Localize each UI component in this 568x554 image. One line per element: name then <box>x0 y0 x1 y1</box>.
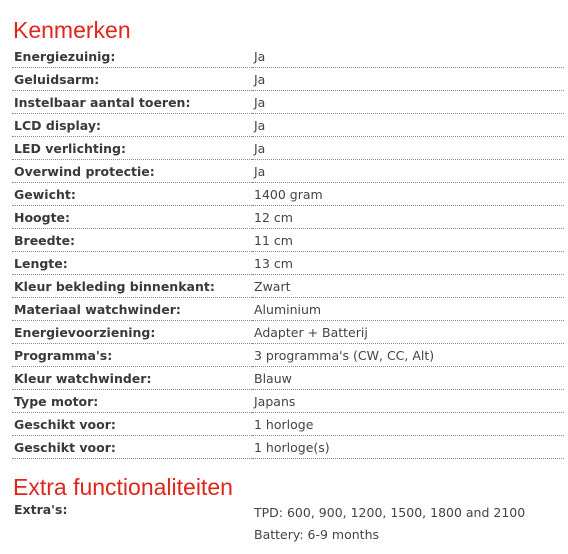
spec-row <box>12 298 564 321</box>
specs-table-body <box>12 45 564 459</box>
spec-label: Kleur watchwinder: <box>12 367 252 390</box>
spec-value: 13 cm <box>252 252 564 275</box>
spec-label: Geluidsarm: <box>12 68 252 91</box>
spec-row <box>12 390 564 413</box>
specs-table <box>12 45 564 459</box>
spec-label: Geschikt voor: <box>12 413 252 436</box>
spec-label: Gewicht: <box>12 183 252 206</box>
spec-label: Overwind protectie: <box>12 160 252 183</box>
extras-label: Extra's: <box>14 502 68 517</box>
spec-value: Blauw <box>252 367 564 390</box>
spec-label: Programma's: <box>12 344 252 367</box>
spec-row <box>12 183 564 206</box>
spec-value: Ja <box>252 160 564 183</box>
spec-row <box>12 91 564 114</box>
spec-label: Lengte: <box>12 252 252 275</box>
spec-value: 1 horloge <box>252 413 564 436</box>
spec-label: Hoogte: <box>12 206 252 229</box>
section-title-extra: Extra functionaliteiten <box>13 474 233 500</box>
spec-value: Adapter + Batterij <box>252 321 564 344</box>
spec-value: Ja <box>252 114 564 137</box>
section-title-kenmerken: Kenmerken <box>13 17 131 43</box>
spec-row <box>12 45 564 68</box>
spec-value: Zwart <box>252 275 564 298</box>
spec-label: Materiaal watchwinder: <box>12 298 252 321</box>
spec-row <box>12 275 564 298</box>
spec-value: 1400 gram <box>252 183 564 206</box>
spec-row <box>12 436 564 459</box>
extras-values <box>254 502 525 546</box>
spec-row <box>12 160 564 183</box>
spec-value: Ja <box>252 68 564 91</box>
spec-row <box>12 229 564 252</box>
spec-value: Japans <box>252 390 564 413</box>
spec-label: Geschikt voor: <box>12 436 252 459</box>
spec-row <box>12 114 564 137</box>
spec-value: Ja <box>252 45 564 68</box>
spec-value: 12 cm <box>252 206 564 229</box>
spec-label: Instelbaar aantal toeren: <box>12 91 252 114</box>
spec-label: LCD display: <box>12 114 252 137</box>
spec-value: Ja <box>252 91 564 114</box>
spec-row <box>12 252 564 275</box>
spec-label: Kleur bekleding binnenkant: <box>12 275 252 298</box>
extras-line: Battery: 6-9 months <box>254 527 380 542</box>
spec-row <box>12 137 564 160</box>
spec-label: Breedte: <box>12 229 252 252</box>
spec-row <box>12 367 564 390</box>
spec-row <box>12 413 564 436</box>
spec-value: 3 programma's (CW, CC, Alt) <box>252 344 564 367</box>
spec-row <box>12 206 564 229</box>
spec-value: Ja <box>252 137 564 160</box>
spec-label: Energiezuinig: <box>12 45 252 68</box>
spec-label: Energievoorziening: <box>12 321 252 344</box>
spec-row <box>12 68 564 91</box>
spec-label: Type motor: <box>12 390 252 413</box>
extras-line: TPD: 600, 900, 1200, 1500, 1800 and 2100 <box>254 505 526 520</box>
spec-value: Aluminium <box>252 298 564 321</box>
spec-row <box>12 344 564 367</box>
spec-value: 1 horloge(s) <box>252 436 564 459</box>
spec-value: 11 cm <box>252 229 564 252</box>
spec-row <box>12 321 564 344</box>
spec-label: LED verlichting: <box>12 137 252 160</box>
